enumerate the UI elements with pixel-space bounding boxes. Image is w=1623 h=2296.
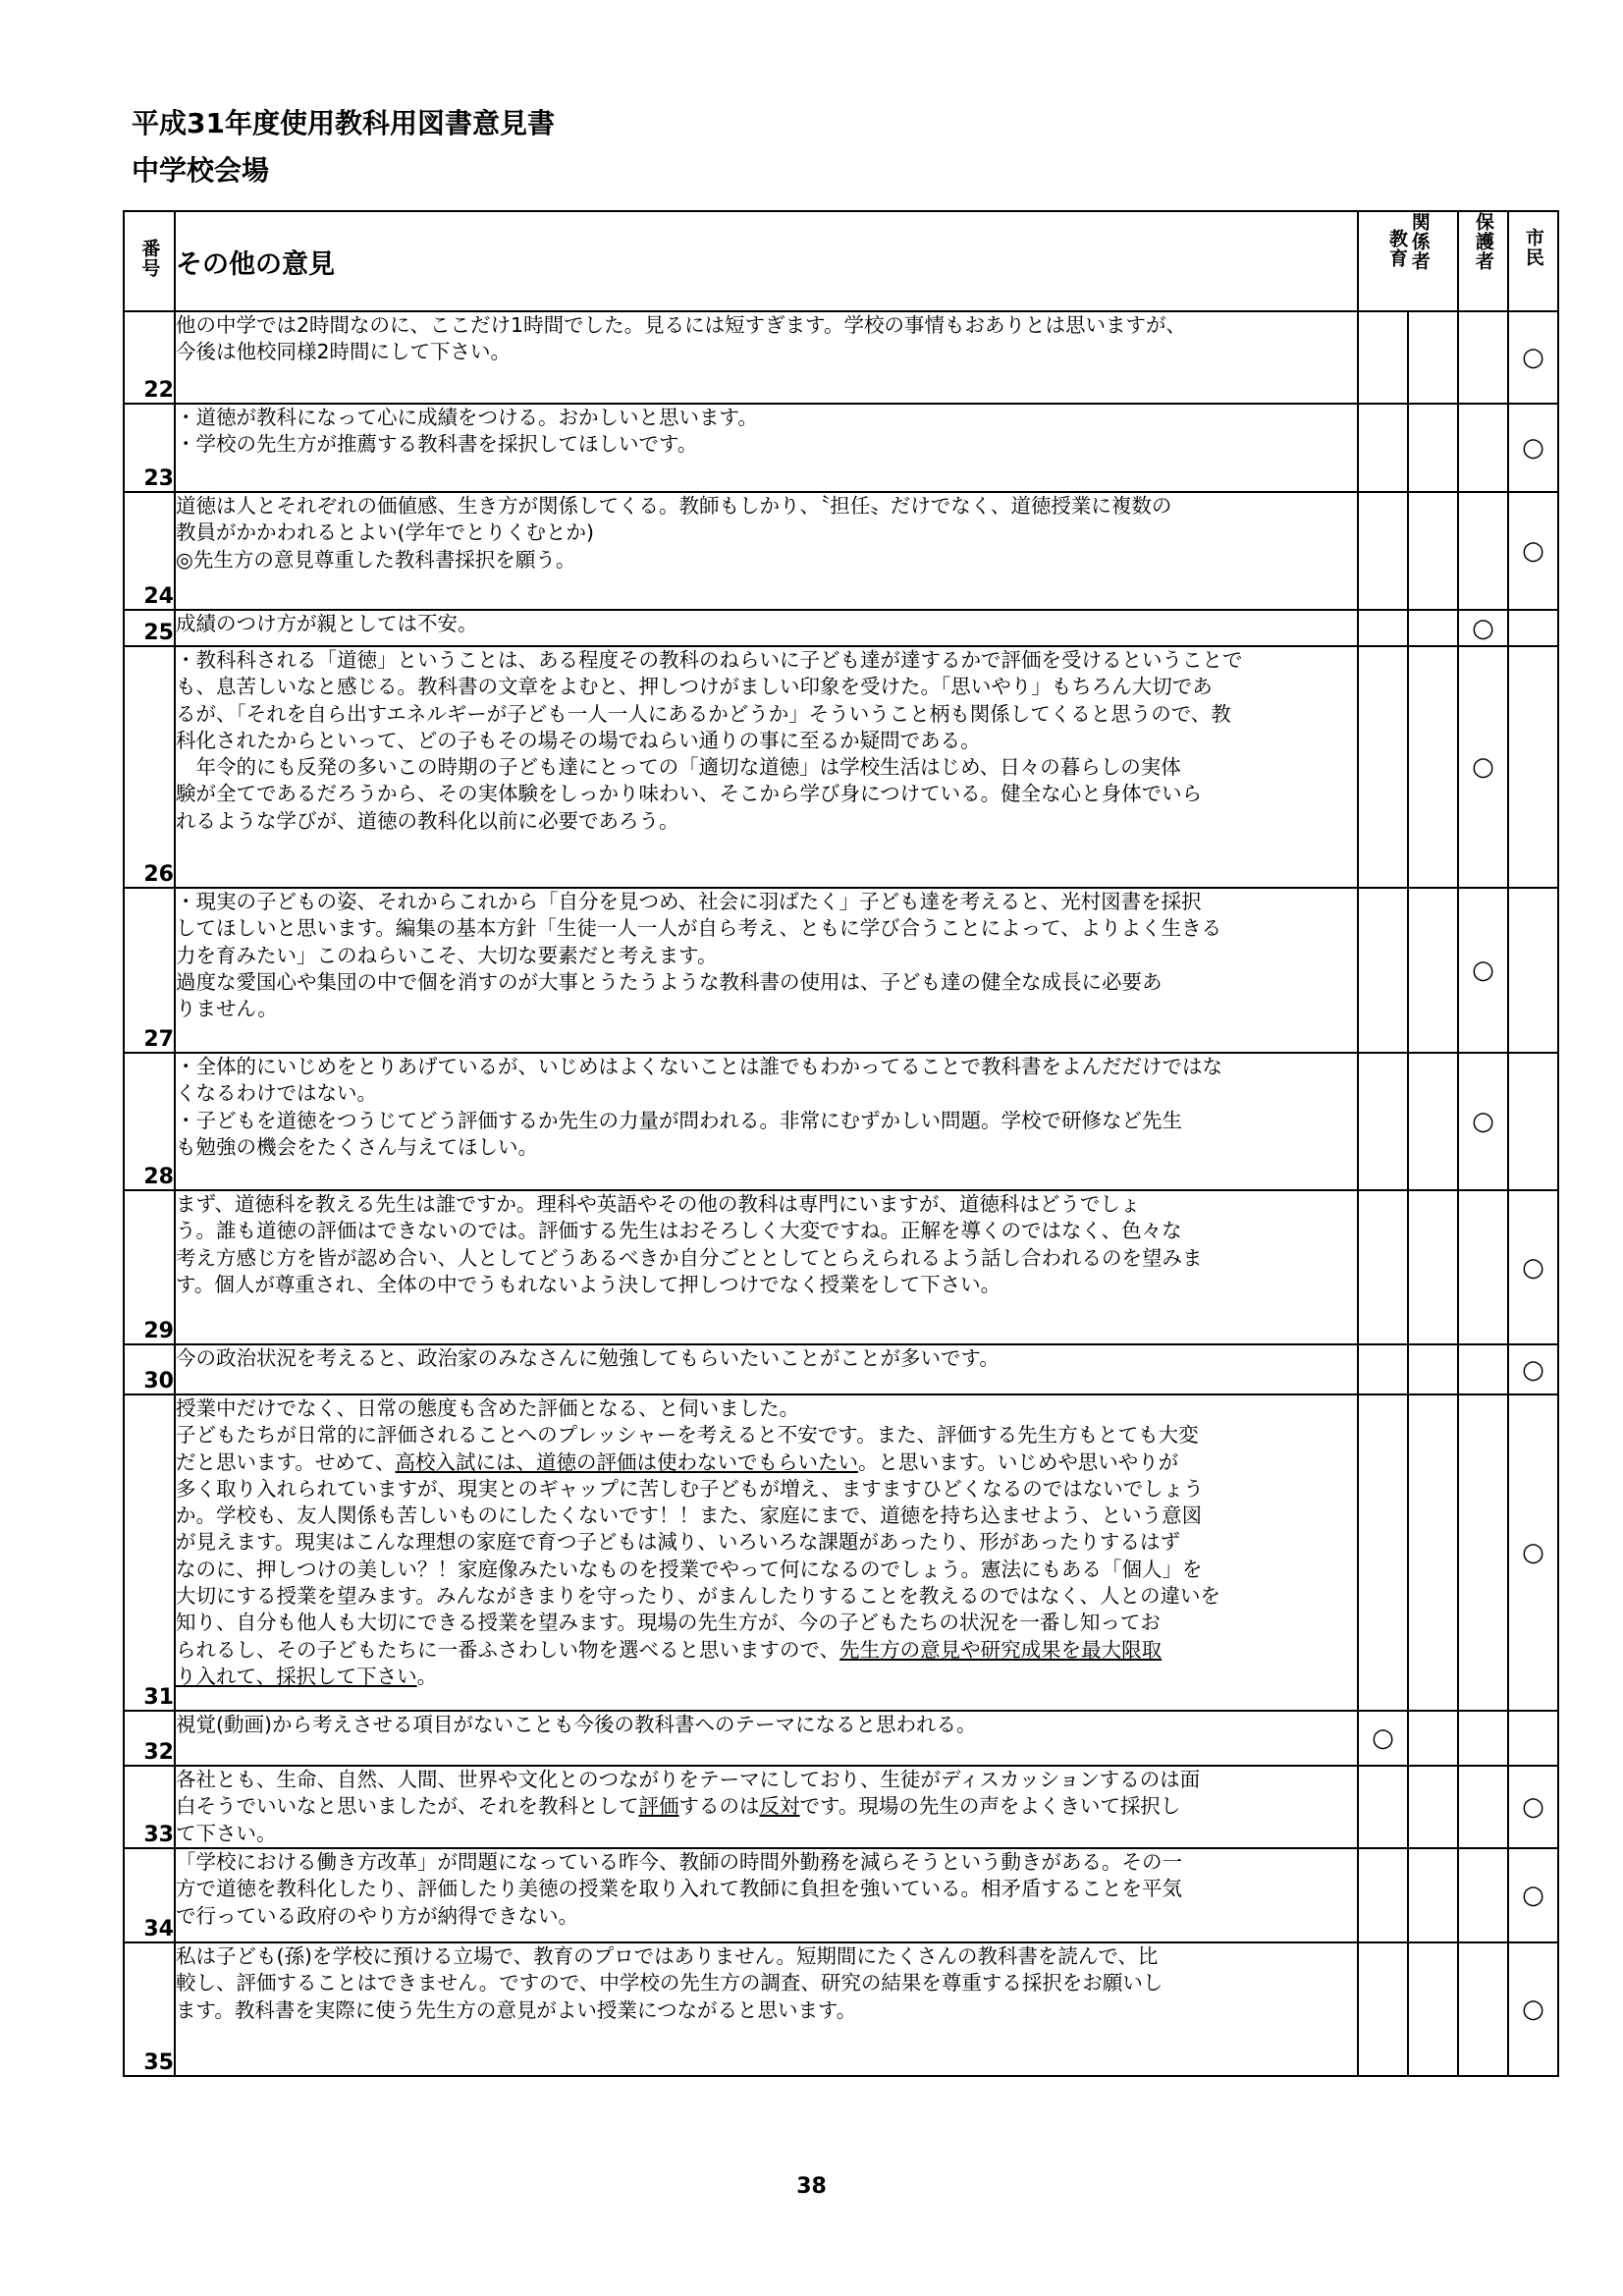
opinion-line: 教員がかかわれるとよい(学年でとりくむとか) [176,520,594,545]
opinion-line: 各社とも、生命、自然、人間、世界や文化とのつながりをテーマにしており、生徒がディスカッションするのは面 [176,1768,1201,1791]
opinion-cell [175,1344,1358,1394]
opinion-line: 科化されたからといって、どの子もその場その場でねらい通りの事に至るか疑問である。 [176,728,981,752]
opinion-line: り入れて、採択して下さい。 [176,1664,438,1688]
opinion-cell [175,646,1358,888]
table-row [124,1053,1558,1190]
opinion-line: ・学校の先生方が推薦する教科書を採択してほしいです。 [176,432,698,457]
opinion-line: 過度な愛国心や集団の中で個を消すのが大事とうたうような教科書の使用は、子ども達の健全な成長に必要あ [176,969,1163,994]
opinion-line: ◎先生方の意見尊重した教科書採択を願う。 [176,547,576,572]
opinion-line: 較し、評価することはできません。ですので、中学校の先生方の調査、研究の結果を尊重する採択をお願いし [176,1971,1163,1995]
opinion-line: も、息苦しいなと感じる。教科書の文章をよむと、押しつけがましい印象を受けた。「思いやり」もちろん大切であ [176,675,1213,699]
table-row [124,1711,1558,1766]
opinion-line: 方で道徳を教科化したり、評価したり美徳の授業を取り入れて教師に負担を強いている。相矛盾することを平気 [176,1877,1182,1901]
opinion-line: ます。教科書を実際に使う先生方の意見がよい授業につながると思います。 [176,1997,857,2022]
table-row [124,888,1558,1053]
table-row [124,311,1558,404]
mark-blank [1408,1766,1458,1848]
mark-citizens [1508,610,1558,646]
mark-educators [1358,1190,1408,1344]
mark-citizens: ○ [1508,404,1558,492]
opinion-line: ・道徳が教科になって心に成績をつける。おかしいと思います。 [176,406,758,429]
mark-blank [1408,888,1458,1053]
table-row [124,404,1558,492]
header-opinion: その他の意見 [175,211,1358,311]
opinion-line: 道徳は人とそれぞれの価値感、生き方が関係してくる。教師もしかり、〝担任〟だけでなく、道徳授業に複数の [176,494,1172,518]
opinion-line: 今の政治状況を考えると、政治家のみなさんに勉強してもらいたいことがことが多いです。 [176,1346,1000,1370]
opinion-cell [175,311,1358,404]
row-number: 32 [124,1711,175,1766]
opinion-line: 他の中学では2時間なのに、ここだけ1時間でした。見るには短すぎます。学校の事情もおありとは思いますが、 [176,313,1186,337]
mark-guardians [1458,311,1508,404]
mark-blank [1408,1053,1458,1190]
mark-educators [1358,1766,1408,1848]
mark-educators [1358,1053,1408,1190]
mark-blank [1408,1848,1458,1942]
table-row [124,1394,1558,1711]
row-number: 28 [124,1053,175,1190]
row-number: 33 [124,1766,175,1848]
opinion-line: 力を育みたい」このねらいこそ、大切な要素だと考えます。 [176,943,718,967]
mark-educators [1358,1394,1408,1711]
mark-blank [1408,646,1458,888]
table-row [124,646,1558,888]
opinion-cell [175,1766,1358,1848]
opinion-line: 子どもたちが日常的に評価されることへのプレッシャーを考えると不安です。また、評価する先生方もとても大変 [176,1423,1199,1448]
mark-blank [1408,1190,1458,1344]
mark-blank [1408,1711,1458,1766]
opinion-line: 験が全てであるだろうから、その実体験をしっかり味わい、そこから学び身につけている。健全な心と身体でいら [176,782,1203,806]
opinion-line: してほしいと思います。編集の基本方針「生徒一人一人が自ら考え、ともに学び合うことによって、よりよく生きる [176,916,1222,941]
mark-citizens: ○ [1508,1848,1558,1942]
mark-guardians [1458,1190,1508,1344]
opinion-cell [175,1190,1358,1344]
header-number: 番号 [124,211,175,311]
mark-citizens: ○ [1508,1766,1558,1848]
opinion-cell [175,1053,1358,1190]
mark-citizens: ○ [1508,1394,1558,1711]
mark-educators [1358,492,1408,610]
opinion-line: 知り、自分も他人も大切にできる授業を望みます。現場の先生方が、今の子どもたちの状況を一番し知ってお [176,1611,1161,1635]
mark-blank [1408,492,1458,610]
mark-guardians [1458,1394,1508,1711]
opinion-line: う。誰も道徳の評価はできないのでは。評価する先生はおそろしく大変ですね。正解を導くのではなく、色々な [176,1219,1182,1243]
mark-guardians [1458,1848,1508,1942]
opinion-line: られるし、その子どもたちに一番ふさわしい物を選べると思いますので、先生方の意見や研究成果を最大限取 [176,1637,1163,1662]
row-number: 27 [124,888,175,1053]
opinion-line: 多く取り入れられていますが、現実とのギャップに苦しむ子どもが増え、ますますひどくなるのではないでしょう [176,1476,1204,1501]
opinion-line: ・現実の子どもの姿、それからこれから「自分を見つめ、社会に羽ばたく」子ども達を考えると、光村図書を採択 [176,890,1202,913]
mark-blank [1408,1344,1458,1394]
mark-educators [1358,1942,1408,2076]
opinion-cell [175,888,1358,1053]
mark-guardians [1458,1711,1508,1766]
mark-guardians [1458,404,1508,492]
header-guardians: 保護者 [1458,211,1508,311]
opinion-line: す。個人が尊重され、全体の中でうもれないよう決して押しつけでなく授業をして下さい。 [176,1272,1001,1296]
opinion-cell [175,492,1358,610]
opinion-cell [175,1394,1358,1711]
header-citizens: 市民 [1508,211,1558,311]
mark-blank [1408,610,1458,646]
row-number: 35 [124,1942,175,2076]
mark-guardians: ○ [1458,888,1508,1053]
mark-guardians: ○ [1458,646,1508,888]
opinion-line: て下さい。 [176,1821,277,1845]
row-number: 26 [124,646,175,888]
mark-citizens [1508,1053,1558,1190]
mark-citizens: ○ [1508,492,1558,610]
opinion-line: 考え方感じ方を皆が認め合い、人としてどうあるべきか自分ごととしてとらえられるよう話し合われるのを望みま [176,1245,1203,1270]
table-row [124,610,1558,646]
mark-citizens [1508,888,1558,1053]
opinion-table [123,210,1559,2077]
table-row [124,1942,1558,2076]
mark-educators [1358,888,1408,1053]
opinion-line: 「学校における働き方改革」が問題になっている昨今、教師の時間外勤務を減らそうという動きがある。その一 [176,1850,1182,1874]
mark-educators: ○ [1358,1711,1408,1766]
mark-educators [1358,1848,1408,1942]
opinion-line: ・全体的にいじめをとりあげているが、いじめはよくないことは誰でもわかってることで教科書をよんだだけではな [176,1055,1222,1078]
opinion-cell [175,1848,1358,1942]
mark-educators [1358,311,1408,404]
table-row [124,1190,1558,1344]
table-row [124,1848,1558,1942]
opinion-line: 年令的にも反発の多いこの時期の子ども達にとっての「適切な道徳」は学校生活はじめ、日々の暮らしの実体 [176,755,1181,780]
opinion-line: 成績のつけ方が親としては不安。 [176,612,478,635]
opinion-line: くなるわけではない。 [176,1081,377,1106]
mark-educators [1358,404,1408,492]
header-educators-line2: 教育 [1386,229,1408,268]
opinion-line: 私は子ども(孫)を学校に預ける立場で、教育のプロではありません。短期間にたくさんの教科書を読んで、比 [176,1944,1159,1968]
mark-blank [1408,311,1458,404]
header-educators-line1: 関係者 [1408,212,1431,271]
mark-educators [1358,610,1408,646]
mark-citizens: ○ [1508,1190,1558,1344]
row-number: 34 [124,1848,175,1942]
mark-citizens: ○ [1508,311,1558,404]
opinion-line: 授業中だけでなく、日常の態度も含めた評価となる、と伺いました。 [176,1396,800,1420]
row-number: 23 [124,404,175,492]
row-number: 30 [124,1344,175,1394]
row-number: 29 [124,1190,175,1344]
mark-blank [1408,404,1458,492]
table-row [124,1344,1558,1394]
venue-title: 中学校会場 [132,154,270,187]
row-number: 22 [124,311,175,404]
opinion-cell [175,404,1358,492]
table-row [124,1766,1558,1848]
table-row [124,492,1558,610]
mark-guardians: ○ [1458,610,1508,646]
opinion-line: だと思います。せめて、高校入試には、道徳の評価は使わないでもらいたい。と思います。いじめや思いやりが [176,1449,1179,1474]
row-number: 24 [124,492,175,610]
row-number: 25 [124,610,175,646]
opinion-line: ・教科科される「道徳」ということは、ある程度その教科のねらいに子ども達が達するかで評価を受けるということで [176,648,1243,672]
opinion-line: も勉強の機会をたくさん与えてほしい。 [176,1134,538,1159]
mark-guardians: ○ [1458,1053,1508,1190]
opinion-line: ・子どもを道徳をつうじてどう評価するか先生の力量が問われる。非常にむずかしい問題。学校で研修など先生 [176,1108,1182,1132]
mark-guardians [1458,492,1508,610]
opinion-line: 白そうでいいなと思いましたが、それを教科として評価するのは反対です。現場の先生の声をよくきいて採択し [176,1794,1181,1819]
opinion-line: が見えます。現実はこんな理想の家庭で育つ子どもは減り、いろいろな課題があったり、形があったりするはず [176,1530,1180,1555]
opinion-line: 視覚(動画)から考えさせる項目がないことも今後の教科書へのテーマになると思われる。 [176,1713,977,1736]
mark-educators [1358,1344,1408,1394]
opinion-line: 大切にする授業を望みます。みんながきまりを守ったり、がまんしたりすることを教えるのではなく、人との違いを [176,1584,1220,1609]
opinion-line: 今後は他校同様2時間にして下さい。 [176,340,512,364]
mark-guardians [1458,1766,1508,1848]
mark-blank [1408,1394,1458,1711]
opinion-line: るが、「それを自ら出すエネルギーが子ども一人一人にあるかどうか」そういうこと柄も関係してくると思うので、教 [176,701,1231,726]
page-number: 38 [796,2174,827,2199]
mark-educators [1358,646,1408,888]
page-title: 平成31年度使用教科用図書意見書 [132,107,555,139]
opinion-line: れるような学びが、道徳の教科化以前に必要であろう。 [176,808,679,833]
opinion-cell [175,610,1358,646]
mark-citizens [1508,646,1558,888]
mark-citizens: ○ [1508,1344,1558,1394]
opinion-line: りません。 [176,997,278,1021]
mark-guardians [1458,1344,1508,1394]
opinion-line: まず、道徳科を教える先生は誰ですか。理科や英語やその他の教科は専門にいますが、道徳科はどうでしょ [176,1192,1141,1216]
opinion-line: か。学校も、友人関係も苦しいものにしたくないです！！また、家庭にまで、道徳を持ち込ませよう、という意図 [176,1503,1203,1528]
opinion-cell [175,1942,1358,2076]
header-educators [1358,211,1458,311]
row-number: 31 [124,1394,175,1711]
mark-blank [1408,1942,1458,2076]
mark-guardians [1458,1942,1508,2076]
opinion-cell [175,1711,1358,1766]
opinion-line: で行っている政府のやり方が納得できない。 [176,1903,578,1928]
mark-citizens: ○ [1508,1942,1558,2076]
opinion-line: なのに、押しつけの美しい？！家庭像みたいなものを授業でやって何になるのでしょう。憲法にもある「個人」を [176,1557,1203,1581]
table-header-row [124,211,1558,311]
mark-citizens [1508,1711,1558,1766]
